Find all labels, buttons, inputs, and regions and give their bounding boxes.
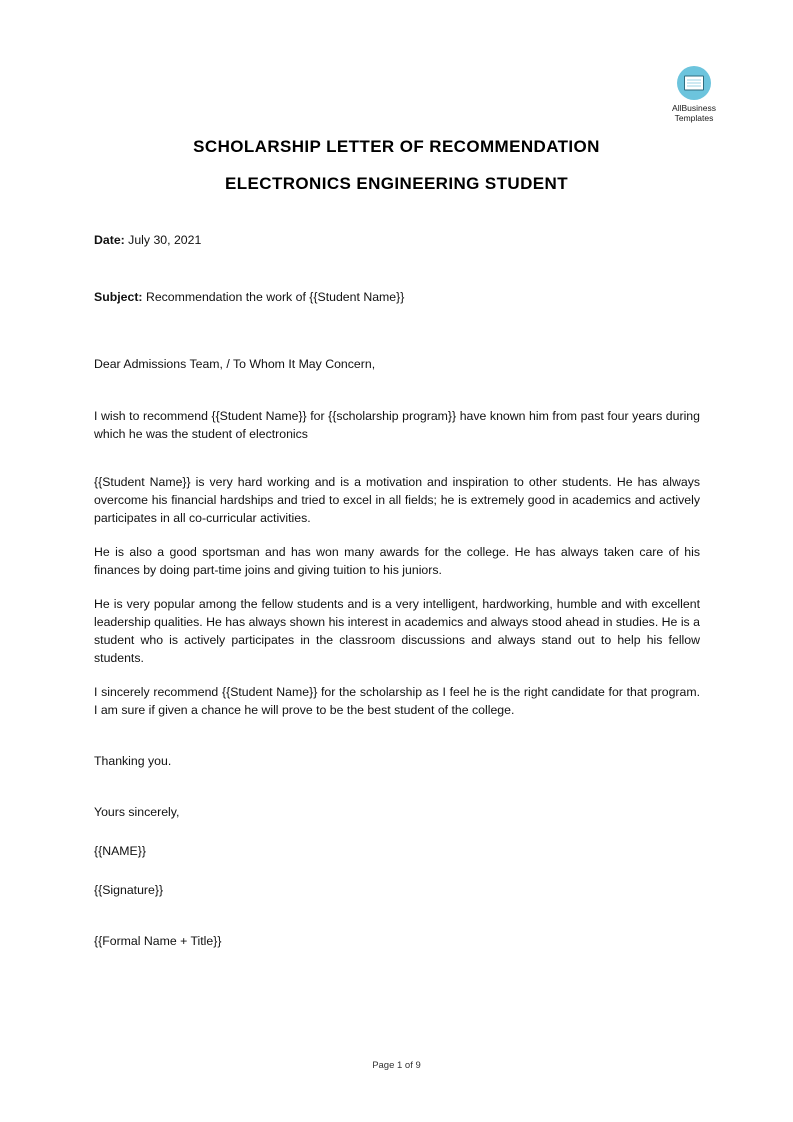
signature-placeholder: {{Signature}} xyxy=(94,883,164,897)
subject-line xyxy=(94,289,700,306)
subject-label: Subject: xyxy=(94,290,143,304)
salutation: Dear Admissions Team, / To Whom It May Concern, xyxy=(94,357,376,371)
thanking-you-line: Thanking you. xyxy=(94,754,172,768)
paragraph-1: I wish to recommend {{Student Name}} for {{scholarship program}} have known him from past four years during which he was the student of electronics xyxy=(94,409,700,441)
document-circle-icon xyxy=(677,66,711,100)
formal-name-title: {{Formal Name + Title}} xyxy=(94,934,222,948)
document-title-line-2: ELECTRONICS ENGINEERING STUDENT xyxy=(225,174,568,193)
paragraph-5: I sincerely recommend {{Student Name}} for the scholarship as I feel he is the right candidate for that program. I am sure if given a chance he will prove to be the best student of the college. xyxy=(94,685,700,717)
allbusiness-templates-logo xyxy=(658,66,730,123)
paragraph-4: He is very popular among the fellow students and is a very intelligent, hardworking, humble and with excellent leadership qualities. He has always shown his interest in academics and always stood ahead in studies. He is a student who is actively participates in the classroom discussions and always stand out to help his fellow students. xyxy=(94,597,700,665)
document-glyph xyxy=(684,76,704,91)
date-label: Date: xyxy=(94,233,125,247)
page-footer: Page 1 of 9 xyxy=(372,1060,421,1071)
date-value: July 30, 2021 xyxy=(128,233,202,247)
sender-name: {{NAME}} xyxy=(94,844,146,858)
closing-line: Yours sincerely, xyxy=(94,805,180,819)
letter-body xyxy=(94,232,700,950)
paragraph-3: He is also a good sportsman and has won many awards for the college. He has always taken care of his finances by doing part-time joins and giving tuition to his juniors. xyxy=(94,545,700,577)
logo-line-1: AllBusiness xyxy=(672,103,716,113)
paragraph-2: {{Student Name}} is very hard working and is a motivation and inspiration to other students. He has always overcome his financial hardships and tried to excel in all fields; he is extremely good in academics and actively participates in all co-curricular activities. xyxy=(94,475,700,525)
date-line xyxy=(94,232,700,249)
subject-value: Recommendation the work of {{Student Name}} xyxy=(145,290,405,304)
logo-line-2: Templates xyxy=(674,113,714,123)
document-title-line-1: SCHOLARSHIP LETTER OF RECOMMENDATION xyxy=(193,137,600,156)
